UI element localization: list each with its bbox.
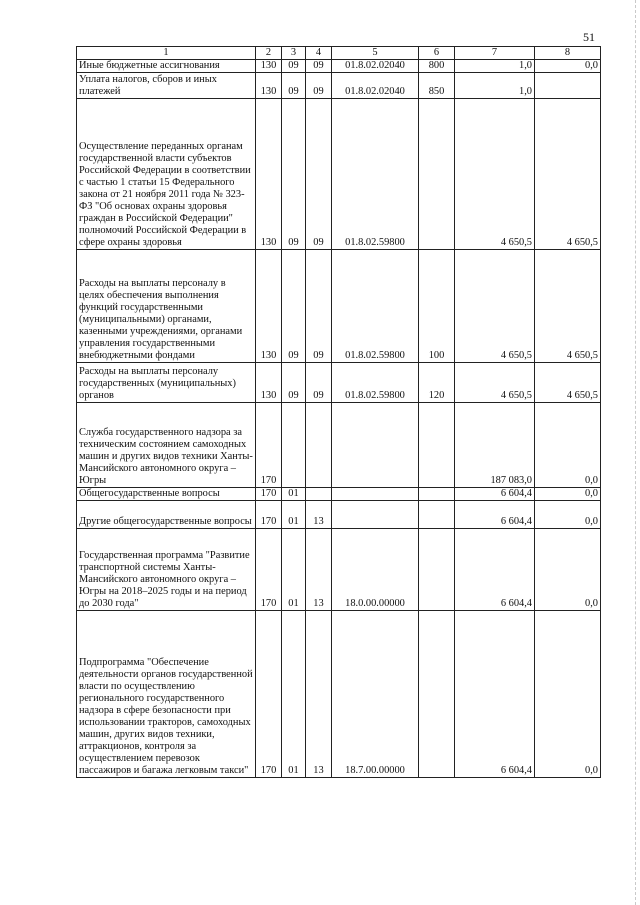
cell-ministry: 130 [256,99,282,250]
page-number: 51 [583,30,595,44]
cell-subsection: 09 [306,73,332,99]
cell-target-article: 01.8.02.59800 [332,99,419,250]
cell-target-article: 01.8.02.02040 [332,73,419,99]
cell-ministry: 130 [256,363,282,403]
cell-ministry: 130 [256,73,282,99]
cell-expense-type: 120 [419,363,455,403]
table-row [77,611,601,778]
cell-expense-type [419,611,455,778]
row-name: Государственная программа "Развитие транспортной системы Ханты-Мансийского автономного округа – Югры на 2018–2025 годы и на период до 2030 года" [77,529,256,611]
cell-section: 01 [282,529,306,611]
scan-edge-line [634,0,636,905]
cell-subsection: 13 [306,501,332,529]
col-header-1: 1 [77,47,256,60]
cell-section: 09 [282,250,306,363]
cell-subsection [306,403,332,488]
row-name: Подпрограмма "Обеспечение деятельности органов государственной власти по осуществлению регионального государственного надзора в сфере безопасности при использовании тракторов, самоходных машин, других видов техники, аттракционов, контроля за осуществлением перевозок пассажиров и багажа легковым такси" [77,611,256,778]
col-header-5: 5 [332,47,419,60]
cell-subsection: 09 [306,99,332,250]
cell-ministry: 170 [256,501,282,529]
cell-ministry: 170 [256,611,282,778]
col-header-2: 2 [256,47,282,60]
cell-amount-2: 0,0 [535,60,601,73]
table-row [77,363,601,403]
cell-amount-1: 6 604,4 [455,611,535,778]
cell-amount-2: 0,0 [535,403,601,488]
row-name: Служба государственного надзора за техническим состоянием самоходных машин и других видов техники Ханты-Мансийского автономного округа – Югры [77,403,256,488]
row-name: Расходы на выплаты персоналу в целях обеспечения выполнения функций государственными (муниципальными) органами, казенными учреждениями, органами управления государственными внебюджетными фондами [77,250,256,363]
table-row [77,501,601,529]
cell-amount-2 [535,73,601,99]
cell-section: 09 [282,73,306,99]
cell-subsection: 09 [306,250,332,363]
cell-amount-2: 0,0 [535,611,601,778]
cell-ministry: 130 [256,250,282,363]
row-name: Уплата налогов, сборов и иных платежей [77,73,256,99]
col-header-6: 6 [419,47,455,60]
column-number-row [77,47,601,60]
cell-subsection: 09 [306,60,332,73]
cell-amount-1: 6 604,4 [455,488,535,501]
table-row [77,250,601,363]
table-body [77,60,601,778]
row-name: Общегосударственные вопросы [77,488,256,501]
cell-section: 01 [282,501,306,529]
cell-amount-1: 4 650,5 [455,363,535,403]
cell-section: 01 [282,611,306,778]
table-row [77,488,601,501]
table-row [77,529,601,611]
cell-expense-type [419,99,455,250]
cell-amount-2: 0,0 [535,529,601,611]
cell-expense-type: 800 [419,60,455,73]
cell-section: 09 [282,99,306,250]
col-header-4: 4 [306,47,332,60]
cell-amount-1: 4 650,5 [455,99,535,250]
cell-ministry: 130 [256,60,282,73]
cell-amount-1: 6 604,4 [455,529,535,611]
row-name: Иные бюджетные ассигнования [77,60,256,73]
cell-expense-type [419,529,455,611]
cell-expense-type [419,403,455,488]
cell-subsection: 13 [306,529,332,611]
cell-amount-2: 4 650,5 [535,363,601,403]
cell-target-article: 18.7.00.00000 [332,611,419,778]
row-name: Другие общегосударственные вопросы [77,501,256,529]
cell-target-article [332,403,419,488]
cell-ministry: 170 [256,488,282,501]
cell-amount-1: 4 650,5 [455,250,535,363]
table-row [77,99,601,250]
row-name: Осуществление переданных органам государственной власти субъектов Российской Федерации в соответствии с частью 1 статьи 15 Федерального закона от 21 ноября 2011 года № 323-ФЗ "Об основах охраны здоровья граждан в Российской Федерации" полномочий Российской Федерации в сфере охраны здоровья [77,99,256,250]
cell-ministry: 170 [256,529,282,611]
cell-amount-2: 0,0 [535,501,601,529]
cell-subsection: 09 [306,363,332,403]
budget-table [76,46,601,778]
cell-target-article [332,488,419,501]
col-header-3: 3 [282,47,306,60]
cell-target-article: 01.8.02.59800 [332,250,419,363]
row-name: Расходы на выплаты персоналу государственных (муниципальных) органов [77,363,256,403]
table-header [77,47,601,60]
cell-amount-1: 1,0 [455,60,535,73]
table-row [77,73,601,99]
col-header-7: 7 [455,47,535,60]
cell-subsection: 13 [306,611,332,778]
cell-amount-1: 187 083,0 [455,403,535,488]
cell-target-article: 18.0.00.00000 [332,529,419,611]
cell-amount-2: 4 650,5 [535,250,601,363]
cell-target-article: 01.8.02.59800 [332,363,419,403]
cell-target-article: 01.8.02.02040 [332,60,419,73]
cell-section: 09 [282,363,306,403]
cell-target-article [332,501,419,529]
cell-subsection [306,488,332,501]
cell-amount-1: 1,0 [455,73,535,99]
cell-amount-2: 4 650,5 [535,99,601,250]
cell-expense-type [419,488,455,501]
cell-amount-2: 0,0 [535,488,601,501]
col-header-8: 8 [535,47,601,60]
cell-expense-type [419,501,455,529]
cell-amount-1: 6 604,4 [455,501,535,529]
cell-expense-type: 100 [419,250,455,363]
cell-section [282,403,306,488]
table-row [77,60,601,73]
cell-expense-type: 850 [419,73,455,99]
table-row [77,403,601,488]
cell-section: 01 [282,488,306,501]
cell-section: 09 [282,60,306,73]
cell-ministry: 170 [256,403,282,488]
